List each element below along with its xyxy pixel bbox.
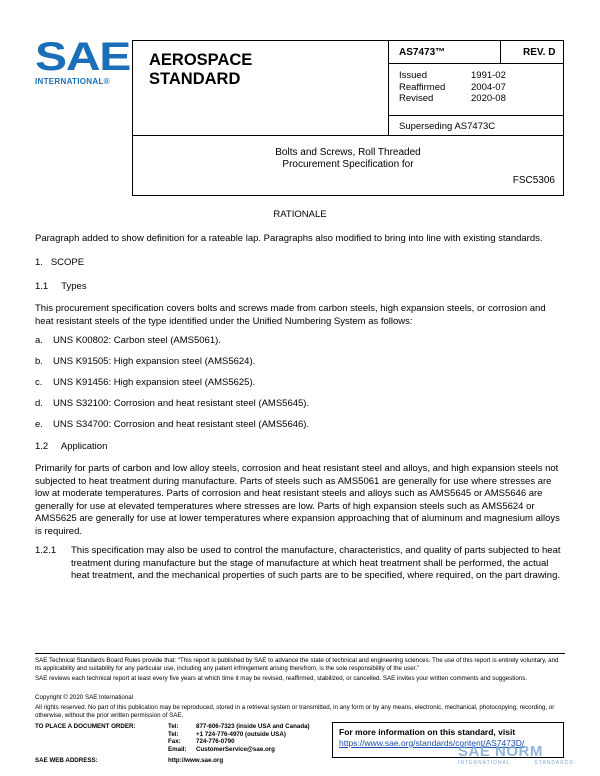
fsc-code: FSC5306 (512, 175, 555, 186)
superseding-note: Superseding AS7473C (388, 115, 564, 136)
types-intro: This procurement specification covers bolts and screws made from carbon steels, high expansion steels, or corrosion and heat resistant steels of the type identified under the Unified Numbering System as follows: (35, 303, 546, 327)
contact-row: Fax: 724-776-0790 (168, 738, 235, 746)
sae-logo-wordmark: SAE (35, 35, 131, 79)
section-1-heading: 1. SCOPE (35, 257, 85, 268)
standard-type-line1: AEROSPACE (149, 51, 253, 69)
document-title-box (132, 136, 564, 196)
contact-row: Email: CustomerService@sae.org (168, 745, 275, 753)
footer-rights: All rights reserved. No part of this publication may be reproduced, stored in a retrieval system or transmitted, in any form or by any means, electronic, mechanical, photocopying, recording, or otherwise, without the prior written permission of SAE. (35, 704, 555, 719)
type-list-item: d. UNS S32100: Corrosion and heat resistant steel (AMS5645). (35, 398, 310, 409)
standard-type-box (132, 40, 388, 136)
footer-divider (35, 653, 565, 654)
web-address: SAE WEB ADDRESS: http://www.sae.org (35, 757, 224, 764)
contact-row: TO PLACE A DOCUMENT ORDER: Tel: 877-606-7323 (inside USA and Canada) (35, 723, 310, 730)
rationale-heading: RATIONALE (273, 209, 327, 220)
section-1-1-heading: 1.1 Types (35, 281, 87, 292)
footer-review: SAE reviews each technical report at least every five years at which time it may be revised, reaffirmed, stabilized, or cancelled. SAE invites your written comments and suggestions. (35, 675, 528, 682)
watermark-text: SAE NORM (458, 743, 543, 760)
type-list-item: c. UNS K91456: High expansion steel (AMS5625). (35, 377, 256, 388)
section-1-2-1-number: 1.2.1 (35, 545, 57, 556)
footer-copyright: Copyright © 2020 SAE International (35, 694, 134, 701)
sae-logo (35, 35, 131, 87)
section-1-2-1-text: This specification may also be used to control the manufacture, characteristics, and quality of parts subjected to heat treatment during manufacture but the stage of manufacture at which heat treatment shall be performed, the actual heat treatment, and the mechanical properties of such parts are to be specified, where required, on the part drawing. (71, 545, 561, 581)
rationale-text: Paragraph added to show definition for a rateable lap. Paragraphs also modified to bring into line with existing standards. (35, 233, 543, 244)
type-list-item: b. UNS K91505: High expansion steel (AMS5624). (35, 356, 256, 367)
more-info-heading: For more information on this standard, visit (339, 727, 516, 737)
order-contacts (35, 723, 335, 753)
date-row-reaffirmed: Reaffirmed 2004-07 (399, 81, 506, 93)
footer-rules: SAE Technical Standards Board Rules provide that: “This report is published by SAE to advance the state of technical and engineering sciences. The use of this report is entirely voluntary, and its applicability and suitability for any particular use, including any patent infringement arising therefrom, is the sole responsibility of the user.” (35, 657, 559, 672)
order-contacts-table (35, 723, 310, 753)
section-1-2-heading: 1.2 Application (35, 441, 108, 452)
type-list-item: e. UNS S34700: Corrosion and heat resistant steel (AMS5646). (35, 419, 310, 430)
application-text: Primarily for parts of carbon and low alloy steels, corrosion and heat resistant steel and alloys, and high expansion steels not subjected to heat treatment during manufacture. Parts of steels such as AMS5061 are generally for use where stresses are low at moderate temperatures. Parts of corrosion and heat resistant steels and alloys such as AMS5645 or AMS5646 are generally for use at elevated temperatures where stresses are low. Parts of high expansion steels such as AMS5624 or AMS5625 are generally for use at lower temperatures where expansion approaching that of aluminum and magnesium alloys is required. (35, 463, 560, 537)
sae-logo-subtitle: INTERNATIONAL® (35, 77, 110, 86)
document-title-line2: Procurement Specification for (282, 159, 414, 170)
document-number: AS7473™ (388, 40, 501, 64)
revision-label: REV. D (501, 40, 564, 64)
type-list-item: a. UNS K00802: Carbon steel (AMS5061). (35, 335, 221, 346)
sae-norm-watermark (458, 743, 600, 776)
document-title-line1: Bolts and Screws, Roll Threaded (275, 147, 421, 158)
contact-row: Tel: +1 724-776-4970 (outside USA) (168, 730, 286, 738)
date-row-issued: Issued 1991-02 (399, 70, 506, 81)
standard-type-line2: STANDARD (149, 70, 241, 88)
more-info-link[interactable]: https://www.sae.org/standards/content/AS7473D/ (339, 738, 525, 748)
document-dates (388, 64, 564, 115)
watermark-subtext: INTERNATIONAL STANDARDS (458, 760, 574, 766)
date-row-revised: Revised 2020-08 (399, 93, 506, 104)
